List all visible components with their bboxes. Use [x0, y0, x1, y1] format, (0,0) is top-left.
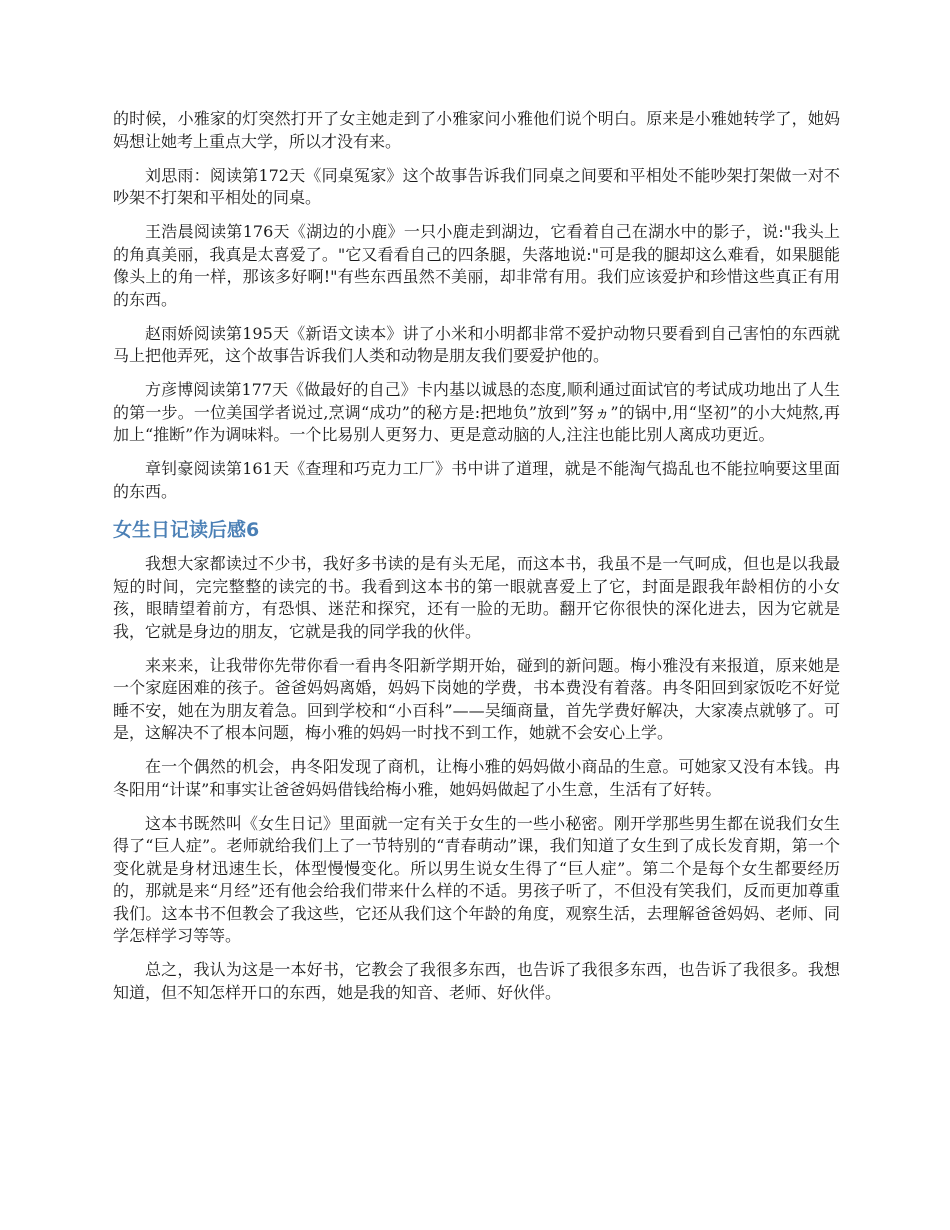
paragraph: 的时候，小雅家的灯突然打开了女主她走到了小雅家问小雅他们说个明白。原来是小雅她转学了，她妈妈想让她考上重点大学，所以才没有来。: [113, 109, 840, 151]
paragraph: 章钊豪阅读第161天《查理和巧克力工厂》书中讲了道理，就是不能淘气捣乱也不能拉响要这里面的东西。: [113, 459, 840, 501]
paragraph: 这本书既然叫《女生日记》里面就一定有关于女生的一些小秘密。刚开学那些男生都在说我们女生得了“巨人症”。老师就给我们上了一节特别的“青春萌动”课，我们知道了女生到了成长发育期，第一个变化就是身材迅速生长，体型慢慢变化。所以男生说女生得了“巨人症”。第二个是每个女生都要经历的，那就是来“月经”还有他会给我们带来什么样的不适。男孩子听了，不但没有笑我们，反而更加尊重我们。这本书不但教会了我这些，它还从我们这个年龄的角度，观察生活，去理解爸爸妈妈、老师、同学怎样学习等等。: [113, 813, 840, 945]
paragraph: 总之，我认为这是一本好书，它教会了我很多东西，也告诉了我很多东西，也告诉了我很多。我想知道，但不知怎样开口的东西，她是我的知音、老师、好伙伴。: [113, 960, 840, 1002]
paragraph: 王浩晨阅读第176天《湖边的小鹿》一只小鹿走到湖边，它看着自己在湖水中的影子，说:"我头上的角真美丽，我真是太喜爱了。"它又看看自己的四条腿，失落地说:"可是我的腿却这么难看，如果腿能像头上的角一样，那该多好啊!"有些东西虽然不美丽，却非常有用。我们应该爱护和珍惜这些真正有用的东西。: [113, 222, 840, 309]
paragraph: 方彦博阅读第177天《做最好的自己》卡内基以诚恳的态度,顺利通过面试官的考试成功地出了人生的第一步。一位美国学者说过,烹调“成功”的秘方是:把地负”放到”努ヵ”的锅中,用“坚初”的小大炖熬,再加上“推断”作为调味料。一个比易别人更努力、更是意动脑的人,注注也能比别人离成功更近。: [113, 380, 840, 444]
paragraph: 来来来，让我带你先带你看一看冉冬阳新学期开始，碰到的新问题。梅小雅没有来报道，原来她是一个家庭困难的孩子。爸爸妈妈离婚，妈妈下岗她的学费，书本费没有着落。冉冬阳回到家饭吃不好觉睡不安，她在为朋友着急。回到学校和“小百科”——吴缅商量，首先学费好解决，大家凑点就够了。可是，这解决不了根本问题，梅小雅的妈妈一时找不到工作，她就不会安心上学。: [113, 655, 840, 742]
paragraph: 我想大家都读过不少书，我好多书读的是有头无尾，而这本书，我虽不是一气呵成，但也是以我最短的时间，完完整整的读完的书。我看到这本书的第一眼就喜爱上了它，封面是跟我年龄相仿的小女孩，眼睛望着前方，有恐惧、迷茫和探究，还有一脸的无助。翻开它你很快的深化进去，因为它就是我，它就是身边的朋友，它就是我的同学我的伙伴。: [113, 554, 840, 641]
document-page: [113, 108, 840, 1016]
section-title: 女生日记读后感6: [113, 519, 260, 541]
paragraph: 刘思雨：阅读第172天《同桌冤家》这个故事告诉我们同桌之间要和平相处不能吵架打架做一对不吵架不打架和平相处的同桌。: [113, 165, 840, 207]
paragraph: 在一个偶然的机会，冉冬阳发现了商机，让梅小雅的妈妈做小商品的生意。可她家又没有本钱。冉冬阳用“计谋”和事实让爸爸妈妈借钱给梅小雅，她妈妈做起了小生意，生活有了好转。: [113, 757, 840, 799]
paragraph: 赵雨娇阅读第195天《新语文读本》讲了小米和小明都非常不爱护动物只要看到自己害怕的东西就马上把他弄死，这个故事告诉我们人类和动物是朋友我们要爱护他的。: [113, 323, 840, 365]
